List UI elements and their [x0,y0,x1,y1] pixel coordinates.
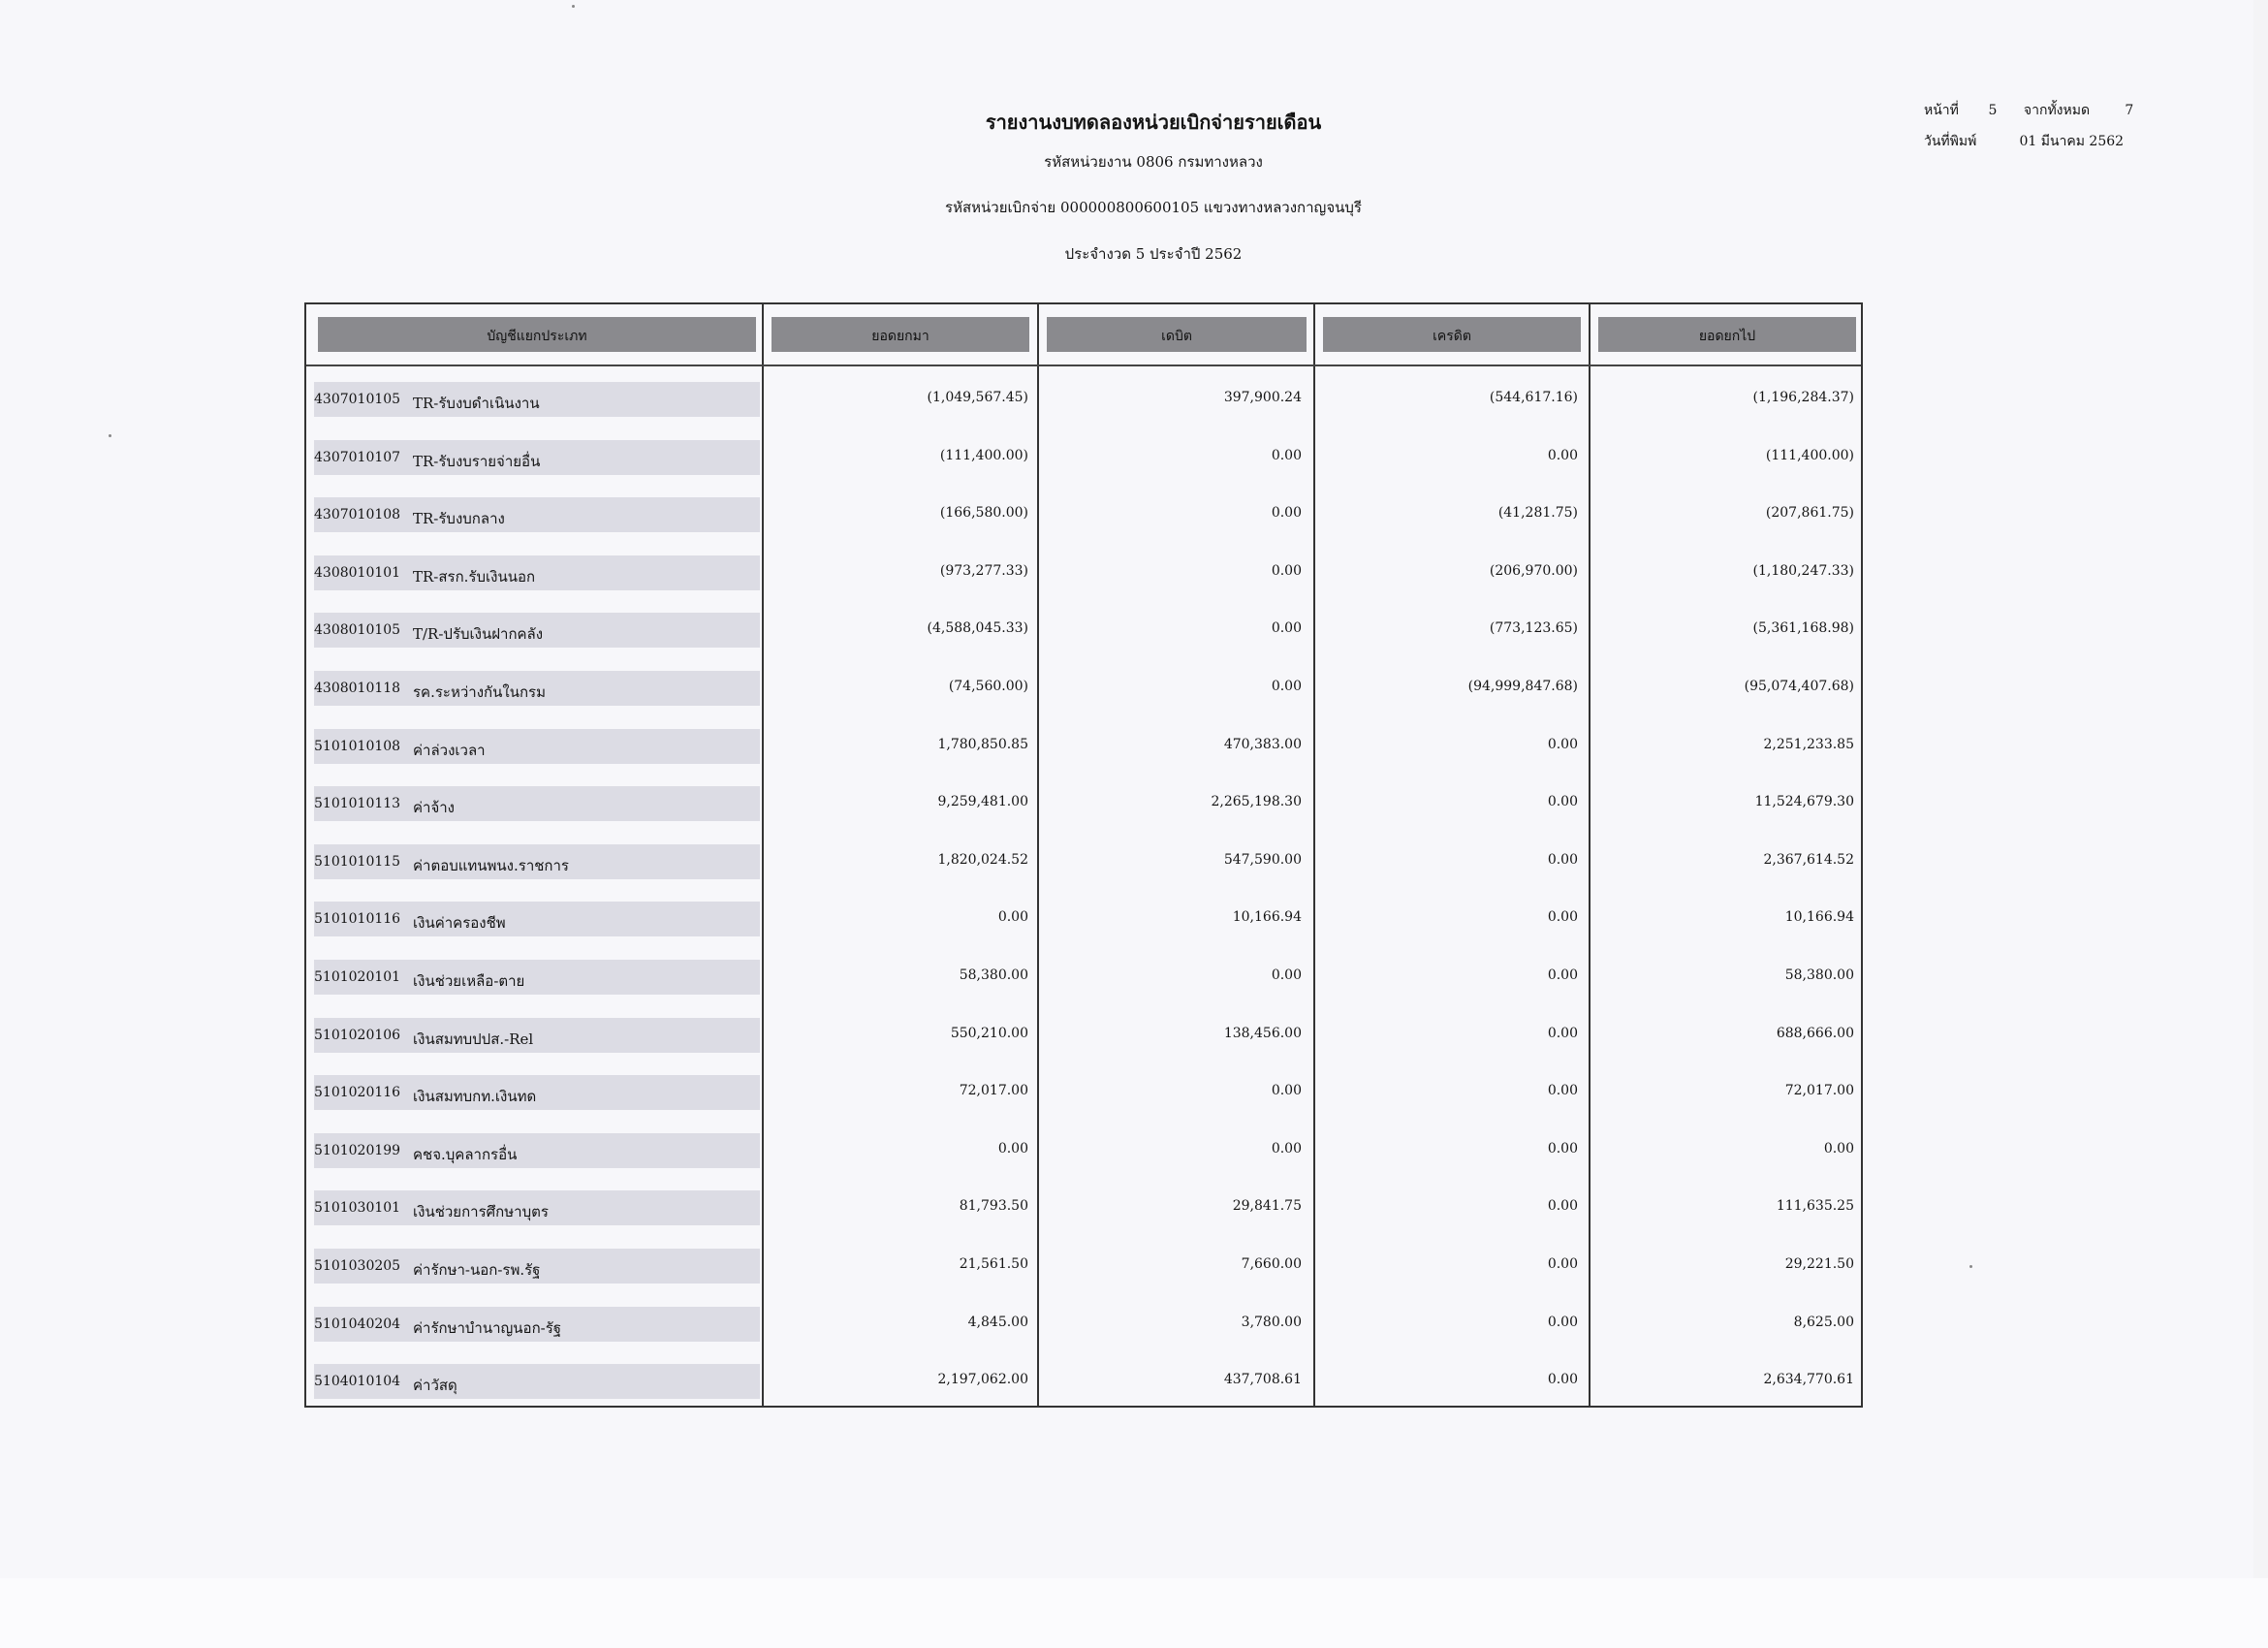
debit-value: 397,900.24 [1223,390,1302,405]
account-code: 4307010107 [314,450,401,465]
account-code: 5104010104 [314,1374,401,1389]
credit-value: (206,970.00) [1489,563,1578,579]
disbursing-unit-line: รหัสหน่วยเบิกจ่าย 000000800600105 แขวงทางหลวงกาญจนบุรี [945,199,1362,216]
table-row [306,442,1861,481]
credit-value: 0.00 [1547,1372,1578,1387]
total-pages: 7 [2125,103,2134,118]
debit-value: 138,456.00 [1223,1026,1302,1041]
brought-forward-value: 550,210.00 [950,1026,1028,1041]
credit-value: 0.00 [1547,967,1578,983]
scan-speck [109,434,111,437]
table-row [306,1077,1861,1116]
print-date-label: วันที่พิมพ์ [1924,134,1977,149]
account-code: 4307010108 [314,507,401,523]
credit-value: 0.00 [1547,1026,1578,1041]
account-name: TR-สรก.รับเงินนอก [413,568,536,586]
page-number: 5 [1988,103,1998,118]
credit-value: 0.00 [1547,448,1578,463]
page-indicator [1924,100,2133,121]
carried-forward-value: 2,634,770.61 [1763,1372,1854,1387]
brought-forward-value: 9,259,481.00 [937,794,1028,809]
brought-forward-value: (1,049,567.45) [927,390,1028,405]
brought-forward-value: 4,845.00 [967,1315,1028,1330]
debit-value: 470,383.00 [1223,737,1302,752]
account-name: ค่าจ้าง [413,799,455,816]
account-code: 5101020116 [314,1085,401,1100]
credit-value: 0.00 [1547,909,1578,925]
debit-value: 0.00 [1271,1141,1302,1157]
header-account: บัญชีแยกประเภท [318,317,756,352]
account-code: 5101010115 [314,854,401,870]
carried-forward-value: 8,625.00 [1793,1315,1854,1330]
carried-forward-value: 111,635.25 [1776,1198,1854,1214]
account-name: เงินสมทบปปส.-Rel [413,1030,534,1048]
credit-value: (773,123.65) [1489,620,1578,636]
table-row [306,673,1861,712]
account-name: TR-รับงบกลาง [413,510,505,527]
table-row [306,1192,1861,1231]
debit-value: 2,265,198.30 [1211,794,1302,809]
table-row [306,499,1861,538]
table-row [306,903,1861,942]
report-title: รายงานงบทดลองหน่วยเบิกจ่ายรายเดือน [985,111,1322,134]
header-debit: เดบิต [1047,317,1307,352]
debit-value: 0.00 [1271,448,1302,463]
carried-forward-value: 2,367,614.52 [1763,852,1854,868]
account-name: เงินช่วยเหลือ-ตาย [413,972,525,990]
account-code: 5101020101 [314,969,401,985]
table-row [306,1020,1861,1059]
agency-line: รหัสหน่วยงาน 0806 กรมทางหลวง [1044,153,1263,171]
table-row [306,788,1861,827]
carried-forward-value: (5,361,168.98) [1752,620,1854,636]
page-label: หน้าที่ [1924,103,1959,118]
account-name: คชจ.บุคลากรอื่น [413,1146,518,1163]
scan-speck [1969,1265,1972,1268]
credit-value: 0.00 [1547,1198,1578,1214]
account-code: 5101010113 [314,796,401,811]
brought-forward-value: 21,561.50 [959,1256,1028,1272]
credit-value: 0.00 [1547,1141,1578,1157]
debit-value: 7,660.00 [1241,1256,1302,1272]
brought-forward-value: (111,400.00) [939,448,1028,463]
carried-forward-value: (111,400.00) [1765,448,1854,463]
account-code: 4308010101 [314,565,401,581]
account-name: TR-รับงบดำเนินงาน [413,395,540,412]
brought-forward-value: 72,017.00 [959,1083,1028,1098]
carried-forward-value: 10,166.94 [1784,909,1854,925]
brought-forward-value: (973,277.33) [939,563,1028,579]
debit-value: 0.00 [1271,967,1302,983]
brought-forward-value: 1,780,850.85 [937,737,1028,752]
period-line: ประจำงวด 5 ประจำปี 2562 [1064,245,1243,263]
account-code: 4308010118 [314,681,401,696]
carried-forward-value: (1,180,247.33) [1752,563,1854,579]
debit-value: 437,708.61 [1223,1372,1302,1387]
brought-forward-value: 0.00 [997,909,1028,925]
account-name: ค่าวัสดุ [413,1377,457,1394]
account-name: เงินค่าครองชีพ [413,914,506,932]
debit-value: 10,166.94 [1232,909,1302,925]
carried-forward-value: (95,074,407.68) [1744,679,1854,694]
scan-speck [572,5,575,8]
account-code: 5101010108 [314,739,401,754]
credit-value: 0.00 [1547,852,1578,868]
carried-forward-value: 29,221.50 [1784,1256,1854,1272]
account-code: 4307010105 [314,392,401,407]
table-row [306,1366,1861,1405]
credit-value: 0.00 [1547,1256,1578,1272]
table-row [306,846,1861,885]
total-label: จากทั้งหมด [2023,103,2091,118]
debit-value: 29,841.75 [1232,1198,1302,1214]
brought-forward-value: (166,580.00) [939,505,1028,521]
account-name: รค.ระหว่างกันในกรม [413,683,546,701]
header-carried-forward: ยอดยกไป [1598,317,1856,352]
trial-balance-table [304,302,1863,1408]
scanner-margin [0,1578,2268,1648]
print-date-value: 01 มีนาคม 2562 [2019,134,2125,149]
carried-forward-value: 0.00 [1823,1141,1854,1157]
credit-value: (544,617.16) [1489,390,1578,405]
account-name: เงินสมทบกท.เงินทด [413,1088,537,1105]
header-brought-forward: ยอดยกมา [772,317,1029,352]
debit-value: 0.00 [1271,620,1302,636]
brought-forward-value: 81,793.50 [959,1198,1028,1214]
debit-value: 0.00 [1271,563,1302,579]
debit-value: 0.00 [1271,1083,1302,1098]
carried-forward-value: 688,666.00 [1776,1026,1854,1041]
credit-value: 0.00 [1547,1315,1578,1330]
account-name: TR-รับงบรายจ่ายอื่น [413,453,541,470]
credit-value: 0.00 [1547,737,1578,752]
table-row [306,615,1861,653]
brought-forward-value: 1,820,024.52 [937,852,1028,868]
brought-forward-value: 58,380.00 [959,967,1028,983]
carried-forward-value: 58,380.00 [1784,967,1854,983]
table-row [306,1251,1861,1289]
account-code: 5101010116 [314,911,401,927]
credit-value: (41,281.75) [1497,505,1578,521]
credit-value: 0.00 [1547,1083,1578,1098]
brought-forward-value: (74,560.00) [948,679,1028,694]
account-code: 5101040204 [314,1316,401,1332]
account-name: ค่าตอบแทนพนง.ราชการ [413,857,569,874]
header-divider [306,364,1861,366]
table-row [306,384,1861,423]
account-name: T/R-ปรับเงินฝากคลัง [413,625,544,643]
table-row [306,1309,1861,1347]
brought-forward-value: 2,197,062.00 [937,1372,1028,1387]
debit-value: 3,780.00 [1241,1315,1302,1330]
header-credit: เครดิต [1323,317,1581,352]
table-row [306,1135,1861,1174]
account-name: เงินช่วยการศึกษาบุตร [413,1203,549,1220]
credit-value: (94,999,847.68) [1467,679,1578,694]
account-name: ค่ารักษาบำนาญนอก-รัฐ [413,1319,562,1337]
account-code: 5101030205 [314,1258,401,1274]
account-name: ค่ารักษา-นอก-รพ.รัฐ [413,1261,541,1279]
carried-forward-value: 2,251,233.85 [1763,737,1854,752]
brought-forward-value: 0.00 [997,1141,1028,1157]
table-row [306,962,1861,1000]
account-code: 5101020106 [314,1028,401,1043]
carried-forward-value: 72,017.00 [1784,1083,1854,1098]
carried-forward-value: (1,196,284.37) [1752,390,1854,405]
carried-forward-value: 11,524,679.30 [1754,794,1854,809]
credit-value: 0.00 [1547,794,1578,809]
debit-value: 0.00 [1271,505,1302,521]
debit-value: 547,590.00 [1223,852,1302,868]
print-date [1924,131,2124,152]
account-code: 4308010105 [314,622,401,638]
table-row [306,731,1861,770]
account-code: 5101030101 [314,1200,401,1216]
account-code: 5101020199 [314,1143,401,1158]
table-row [306,557,1861,596]
debit-value: 0.00 [1271,679,1302,694]
carried-forward-value: (207,861.75) [1765,505,1854,521]
account-name: ค่าล่วงเวลา [413,742,486,759]
brought-forward-value: (4,588,045.33) [927,620,1028,636]
